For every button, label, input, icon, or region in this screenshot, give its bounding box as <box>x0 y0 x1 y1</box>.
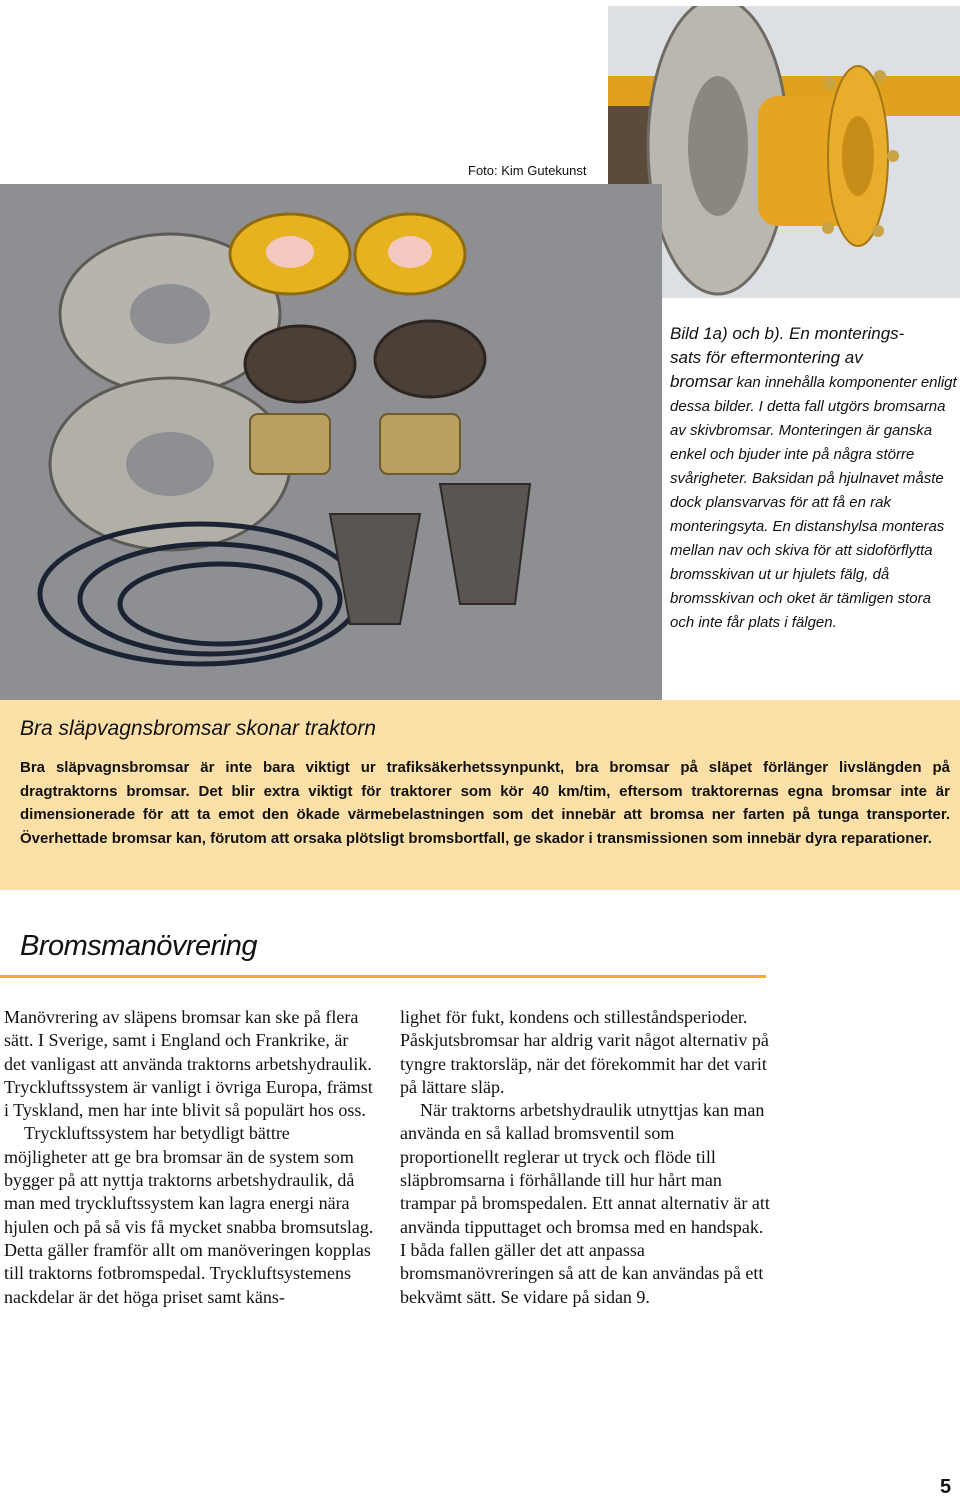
heading-rule <box>0 975 766 978</box>
right-column <box>400 1006 770 1309</box>
left-column <box>4 1006 374 1309</box>
left-paragraph-1: Manövrering av släpens bromsar kan ske på flera sätt. I Sverige, samt i England och Frankrike, är det vanligast att använda traktorns arbetshydraulik. Tryckluftssystem är vanligt i övriga Europa, främst i Tyskland, men har inte blivit så populärt hos oss. <box>4 1007 373 1121</box>
caption-text: kan innehålla komponenter enligt dessa bilder. I detta fall utgörs bromsarna av skivbromsar. Monteringen är ganska enkel och bjuder inte på några större svårigheter. Baksidan på hjulnavet måste dock plansvarvas för att få en rak monteringsyta. En distanshylsa monteras mellan nav och skiva för att sidoförflytta bromsskivan ut ur hjulets fälg, då bromsskivan och oket är tämligen stora och inte får plats i fälgen. <box>670 374 957 631</box>
brake-kit-photo <box>0 184 662 700</box>
photo-credit: Foto: Kim Gutekunst <box>468 163 587 178</box>
section-heading: Bromsmanövrering <box>20 930 257 962</box>
caption-lead-line-2: sats för eftermontering av <box>670 348 863 367</box>
right-paragraph-2: När traktorns arbetshydraulik utnyttjas kan man använda en så kallad bromsventil som proportionellt reglerar ut tryck och flöde till släpbromsarna i förhållande till hur hårt man trampar på bromspedalen. Ett annat alternativ är att använda tipputtaget och bromsa med en handspak. I båda fallen gäller det att anpassa bromsmanövreringen så att de kan användas på ett bekvämt sätt. Se vidare på sidan 9. <box>400 1100 770 1307</box>
info-box-title: Bra släpvagnsbromsar skonar traktorn <box>20 717 376 740</box>
right-paragraph-1: lighet för fukt, kondens och stilleståndsperioder. Påskjutsbromsar har aldrig varit något alternativ på tyngre traktorsläp, när det förekommit har det varit på lättare släp. <box>400 1007 769 1097</box>
caption-lead-line-1: Bild 1a) och b). En monterings- <box>670 324 905 343</box>
caption-lead-line-3: bromsar <box>670 372 733 391</box>
page-number: 5 <box>940 1476 952 1498</box>
photo-caption <box>670 322 958 635</box>
info-box-body: Bra släpvagnsbromsar är inte bara viktigt ur trafiksäkerhetssynpunkt, bra bromsar på släpet förlänger livslängden på dragtraktorns bromsar. Det blir extra viktigt för traktorer som kör 40 km/tim, eftersom traktorernas egna bromsar inte är dimensionerade för att ta emot den ökade värmebelastningen som det innebär att bromsa ner farten på tunga transporter. Överhettade bromsar kan, förutom att orsaka plötsligt bromsbortfall, ge skador i transmissionen som innebär dyra reparationer. <box>20 759 950 847</box>
left-paragraph-2: Tryckluftssystem har betydligt bättre möjligheter att ge bra bromsar än de system som bygger på att nyttja traktorns arbetshydraulik, då man med tryckluftssystem kan lagra energi nära hjulen och på så vis få mycket snabba bromsutslag. Detta gäller framför allt om manöveringen kopplas till traktorns fotbromspedal. Tryckluftsystemens nackdelar är det höga priset samt käns- <box>4 1123 374 1307</box>
